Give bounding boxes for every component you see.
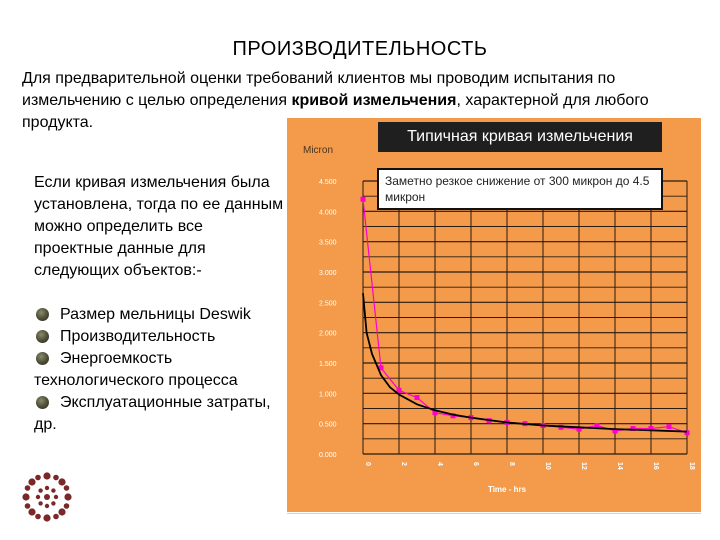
divider <box>287 513 701 514</box>
bullet-item <box>34 348 284 392</box>
data-series <box>361 197 690 436</box>
bullet-icon <box>36 308 49 321</box>
bullet-text: Эксплуатационные затраты, др. <box>34 394 271 433</box>
data-curve <box>363 199 687 433</box>
bullet-item <box>34 304 284 326</box>
y-tick-label: 3.000 <box>319 270 337 277</box>
slide-title: ПРОИЗВОДИТЕЛЬНОСТЬ <box>232 38 488 60</box>
bullet-text: Энергоемкость технологического процесса <box>34 350 238 389</box>
x-tick-label: 8 <box>508 462 515 466</box>
chart-title: Типичная кривая измельчения <box>378 122 662 152</box>
x-tick-label: 10 <box>544 462 551 470</box>
x-axis-label: Time - hrs <box>487 485 527 494</box>
bullet-text: Размер мельницы Deswik <box>60 306 251 323</box>
y-tick-label: 1.500 <box>319 361 337 368</box>
intro-text-bold: кривой измельчения <box>291 92 457 109</box>
bullet-item <box>34 392 284 436</box>
x-tick-label: 18 <box>688 462 695 470</box>
y-axis-label: Micron <box>303 145 334 156</box>
x-tick-label: 6 <box>472 462 479 466</box>
y-tick-label: 2.000 <box>319 330 337 338</box>
y-tick-label: 0.000 <box>319 452 337 459</box>
company-logo-icon <box>12 462 82 532</box>
x-tick-label: 4 <box>436 462 443 466</box>
x-tick-label: 2 <box>400 462 407 466</box>
bullet-item <box>34 326 284 348</box>
y-tick-label: 3.500 <box>319 239 337 247</box>
data-point <box>415 395 420 400</box>
grid-lines <box>363 181 687 454</box>
chart-annotation: Заметно резкое снижение от 300 микрон до 4.5 микрон <box>377 168 663 210</box>
x-tick-labels <box>364 462 695 470</box>
y-tick-label: 1.000 <box>319 391 337 399</box>
x-tick-label: 12 <box>580 462 587 470</box>
data-point <box>667 424 672 429</box>
bullet-list <box>34 304 284 436</box>
bullet-text: Производительность <box>60 328 216 345</box>
intro-text-1: Для предварительной оценки требований клиентов мы проводим испытания по измельчению с целью определения <box>22 70 616 109</box>
bullet-icon <box>36 396 49 409</box>
bullet-icon <box>36 352 49 365</box>
x-tick-label: 14 <box>616 462 623 470</box>
y-tick-label: 4.000 <box>319 209 337 217</box>
y-tick-label: 0.500 <box>319 421 337 429</box>
data-point <box>361 197 366 202</box>
x-tick-label: 16 <box>652 462 659 470</box>
intro-text-2: , характерной для любого продукта. <box>22 92 649 131</box>
x-tick-label: 0 <box>364 462 371 466</box>
y-tick-label: 4.500 <box>319 179 337 186</box>
left-description: Если кривая измельчения была установлена, тогда по ее данным можно определить все проектные данные для следующих объектов:- <box>34 174 284 279</box>
y-tick-labels <box>319 179 337 459</box>
bullet-icon <box>36 330 49 343</box>
y-tick-label: 2.500 <box>319 300 337 308</box>
